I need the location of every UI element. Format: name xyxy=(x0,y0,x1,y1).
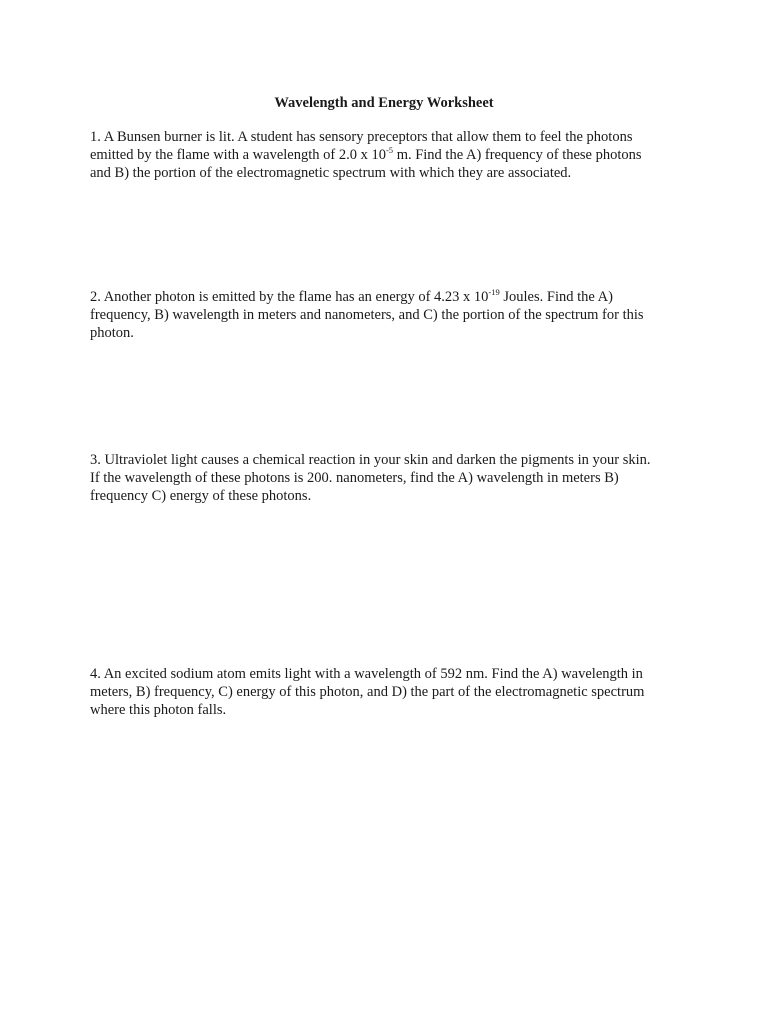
question-2-line-1-rest: Joules. Find the A) xyxy=(499,289,613,305)
question-2-exponent: -19 xyxy=(488,286,500,297)
question-3-line-2: If the wavelength of these photons is 200. nanometers, find the A) wavelength in meters B) xyxy=(90,470,619,486)
question-4-line-3: where this photon falls. xyxy=(90,702,227,718)
question-3-line-1: 3. Ultraviolet light causes a chemical reaction in your skin and darken the pigments in your skin. xyxy=(90,452,651,468)
question-4-line-2: meters, B) frequency, C) energy of this photon, and D) the part of the electromagnetic spectrum xyxy=(90,684,645,700)
question-3 xyxy=(90,451,690,505)
question-2-line-1-text: 2. Another photon is emitted by the flame has an energy of 4.23 x 10 xyxy=(90,289,489,305)
question-2-line-2: frequency, B) wavelength in meters and nanometers, and C) the portion of the spectrum for this xyxy=(90,307,644,323)
question-1 xyxy=(90,128,690,182)
question-2 xyxy=(90,288,690,342)
question-1-line-2-text: emitted by the flame with a wavelength of 2.0 x 10 xyxy=(90,147,386,163)
question-1-line-2 xyxy=(90,146,690,164)
question-1-line-2-rest: m. Find the A) frequency of these photons xyxy=(393,147,642,163)
question-2-line-1 xyxy=(90,288,690,306)
question-4 xyxy=(90,665,690,719)
question-3-line-3: frequency C) energy of these photons. xyxy=(90,488,312,504)
question-1-exponent: -5 xyxy=(385,144,394,155)
worksheet-title: Wavelength and Energy Worksheet xyxy=(274,95,494,111)
question-4-line-1: 4. An excited sodium atom emits light with a wavelength of 592 nm. Find the A) wavelength in xyxy=(90,666,643,682)
question-1-line-3: and B) the portion of the electromagnetic spectrum with which they are associated. xyxy=(90,165,572,181)
question-1-line-1: 1. A Bunsen burner is lit. A student has sensory preceptors that allow them to feel the photons xyxy=(90,129,633,145)
question-2-line-3: photon. xyxy=(90,325,134,341)
